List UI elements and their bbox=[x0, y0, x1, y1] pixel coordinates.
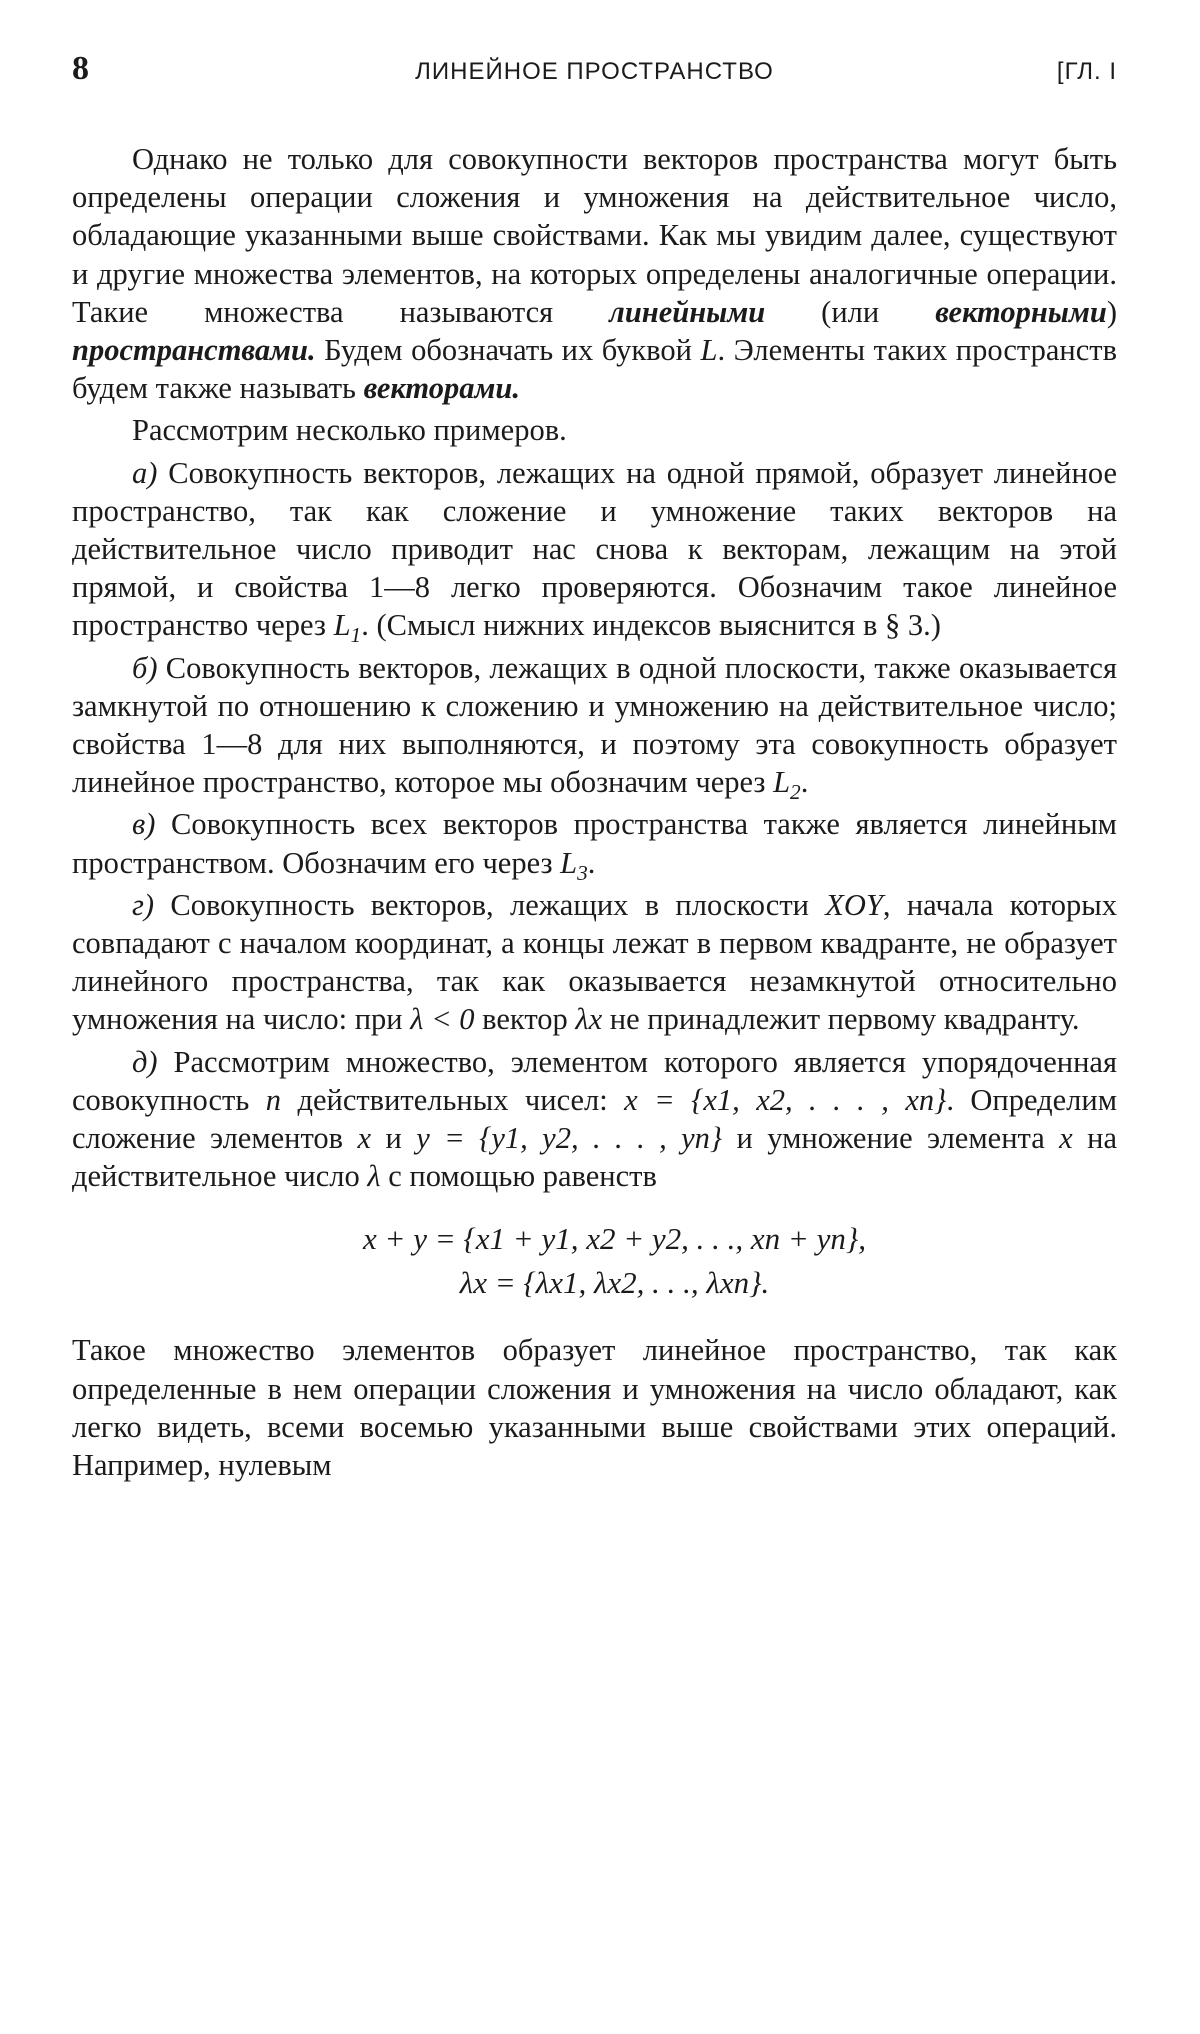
emphasis-term: линейными bbox=[609, 294, 766, 329]
body-text bbox=[72, 140, 1117, 1488]
text-run: Совокупность векторов, лежащих в одной плоскости, также оказывается замкнутой по отношению к сложению и умножению на действительное число; свойства 1—8 для них выполняются, и поэтому эта совокупность образует линейное пространство, которое мы обозначим через bbox=[72, 650, 1117, 800]
paragraph-linear-spaces-intro bbox=[72, 140, 1117, 407]
math-symbol: λ bbox=[367, 1159, 381, 1194]
text-run: ) bbox=[1106, 294, 1117, 329]
math-symbol: L bbox=[700, 333, 718, 368]
math-symbol bbox=[333, 608, 362, 648]
paragraph-example-b bbox=[72, 649, 1117, 805]
paragraph-conclusion: Такое множество элементов образует линейное пространство, так как определенные в нем операции сложения и умножения на число обладают, как легко видеть, всеми восемью указанными выше свойствами этих операций. Например, нулевым bbox=[72, 1333, 1117, 1483]
text-run: . (Смысл нижних индексов выяснится в § 3.) bbox=[361, 608, 941, 643]
paragraph-example-g bbox=[72, 886, 1117, 1039]
symbol-subscript: 1 bbox=[350, 623, 362, 648]
text-run: (или bbox=[765, 294, 936, 329]
text-run: Совокупность векторов, лежащих на одной прямой, образует линейное пространство, так как сложение и умножение таких векторов на действительное число приводит нас снова к векторам, лежащим на этой прямой, и свойства 1—8 легко проверяются. Обозначим такое линейное пространство через bbox=[72, 455, 1117, 643]
page-number: 8 bbox=[72, 50, 89, 87]
text-run: и умножение элемента bbox=[722, 1121, 1060, 1156]
text-run: Совокупность всех векторов пространства также является линейным пространством. Обозначим его через bbox=[72, 807, 1117, 880]
item-marker: д) bbox=[132, 1044, 158, 1079]
item-marker: в) bbox=[132, 807, 156, 842]
formula-sum: x + y = {x1 + y1, x2 + y2, . . ., xn + yn}, bbox=[363, 1221, 866, 1257]
running-head bbox=[72, 50, 1117, 90]
math-symbol: x bbox=[357, 1121, 372, 1156]
formula-scalar-product: λx = {λx1, λx2, . . ., λxn}. bbox=[459, 1265, 770, 1301]
text-run: Однако не только для совокупности векторов пространства могут быть определены операции сложения и умножения на действительное число, обладающие указанными выше свойствами. Как мы увидим далее, существуют и другие множества элементов, на которых определены аналогичные операции. Такие множества называются bbox=[72, 142, 1117, 329]
emphasis-term: векторными bbox=[935, 294, 1107, 329]
math-symbol: λx bbox=[575, 1002, 603, 1037]
math-expression: y = {y1, y2, . . . , yn} bbox=[416, 1121, 723, 1156]
text-run: . Определим сложение элементов bbox=[72, 1082, 1118, 1156]
chapter-reference: [ГЛ. I bbox=[1056, 58, 1117, 85]
symbol-letter: L bbox=[773, 765, 791, 800]
symbol-subscript: 3 bbox=[577, 860, 588, 885]
text-run: , начала которых совпадают с началом координат, а концы лежат в первом квадранте, не образует линейного пространства, так как оказывается незамкнутой относительно умножения на число: при bbox=[72, 887, 1117, 1037]
section-title: ЛИНЕЙНОЕ ПРОСТРАНСТВО bbox=[415, 58, 774, 85]
paragraph-examples-lead: Рассмотрим несколько примеров. bbox=[132, 413, 567, 448]
text-run: Будем обозначать их буквой bbox=[315, 333, 701, 368]
symbol-letter: L bbox=[560, 845, 578, 880]
text-run: Рассмотрим множество, элементом которого является упорядоченная совокупность bbox=[72, 1044, 1117, 1117]
text-run: вектор bbox=[474, 1002, 576, 1037]
math-expression: x = {x1, x2, . . . , xn} bbox=[624, 1082, 947, 1117]
paragraph-example-a bbox=[72, 454, 1117, 648]
math-symbol bbox=[560, 845, 588, 885]
text-run: с помощью равенств bbox=[380, 1159, 657, 1194]
text-run: . bbox=[800, 765, 809, 800]
math-symbol bbox=[773, 765, 801, 805]
math-inequality: λ < 0 bbox=[410, 1002, 475, 1037]
display-formulas bbox=[72, 1217, 1117, 1305]
paragraph-example-d bbox=[72, 1043, 1117, 1196]
emphasis-term: векторами. bbox=[363, 371, 520, 406]
paragraph-example-v bbox=[72, 805, 1117, 885]
text-run: действительных чисел: bbox=[281, 1082, 625, 1117]
text-run: и bbox=[371, 1121, 417, 1156]
symbol-letter: L bbox=[333, 608, 351, 643]
text-run: Совокупность векторов, лежащих в плоскости bbox=[154, 887, 826, 922]
text-run: на действительное число bbox=[72, 1121, 1117, 1194]
text-run: не принадлежит первому квадранту. bbox=[602, 1002, 1080, 1037]
math-symbol: x bbox=[1059, 1121, 1073, 1156]
item-marker: г) bbox=[132, 887, 155, 922]
text-run: . Элементы таких пространств будем также называть bbox=[72, 333, 1117, 406]
text-run: . bbox=[587, 845, 596, 880]
math-symbol: n bbox=[265, 1082, 281, 1117]
symbol-subscript: 2 bbox=[790, 780, 801, 805]
item-marker: а) bbox=[132, 455, 158, 490]
emphasis-term: пространствами. bbox=[72, 333, 316, 368]
item-marker: б) bbox=[132, 650, 158, 685]
math-symbol: XOY bbox=[825, 887, 883, 922]
